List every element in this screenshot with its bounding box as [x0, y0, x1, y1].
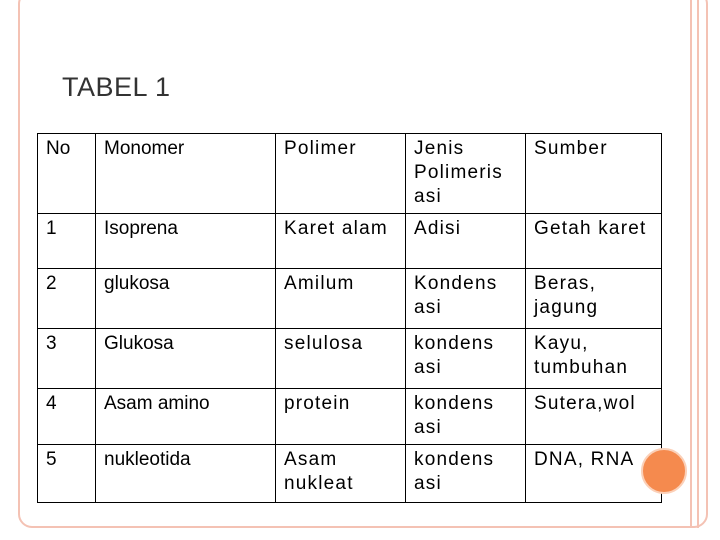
table-cell: 4 [38, 389, 96, 445]
table-cell: glukosa [96, 269, 276, 329]
table-cell: Sutera,wol [526, 389, 662, 445]
table-row [38, 329, 662, 389]
table-row [38, 214, 662, 269]
header-jenis-polimerisasi: Jenis Polimeris asi [406, 134, 526, 214]
table-cell: Asam nukleat [276, 445, 406, 503]
table-cell: Asam amino [96, 389, 276, 445]
slide-frame-line-inner [697, 0, 699, 528]
header-polimer: Polimer [276, 134, 406, 214]
table-cell: Adisi [406, 214, 526, 269]
table-cell: 1 [38, 214, 96, 269]
table-cell: 3 [38, 329, 96, 389]
header-sumber: Sumber [526, 134, 662, 214]
table-cell: Getah karet [526, 214, 662, 269]
table-row [38, 269, 662, 329]
table-cell: Kondens asi [406, 269, 526, 329]
table-cell: 2 [38, 269, 96, 329]
table-cell: Kayu, tumbuhan [526, 329, 662, 389]
table-cell: selulosa [276, 329, 406, 389]
decorative-circle-icon [641, 448, 687, 494]
table-header-row [38, 134, 662, 214]
data-table [37, 133, 662, 503]
table-cell: Isoprena [96, 214, 276, 269]
table-cell: Glukosa [96, 329, 276, 389]
table-cell: protein [276, 389, 406, 445]
slide-title: TABEL 1 [62, 72, 171, 102]
table-cell: kondens asi [406, 389, 526, 445]
table-cell: kondens asi [406, 329, 526, 389]
table-cell: Amilum [276, 269, 406, 329]
header-no: No [38, 134, 96, 214]
table-cell: Karet alam [276, 214, 406, 269]
table-cell: nukleotida [96, 445, 276, 503]
table-row [38, 389, 662, 445]
table-cell: DNA, RNA [526, 445, 662, 503]
table-cell: kondens asi [406, 445, 526, 503]
header-monomer: Monomer [96, 134, 276, 214]
table-row [38, 445, 662, 503]
table-cell: 5 [38, 445, 96, 503]
table-cell: Beras, jagung [526, 269, 662, 329]
